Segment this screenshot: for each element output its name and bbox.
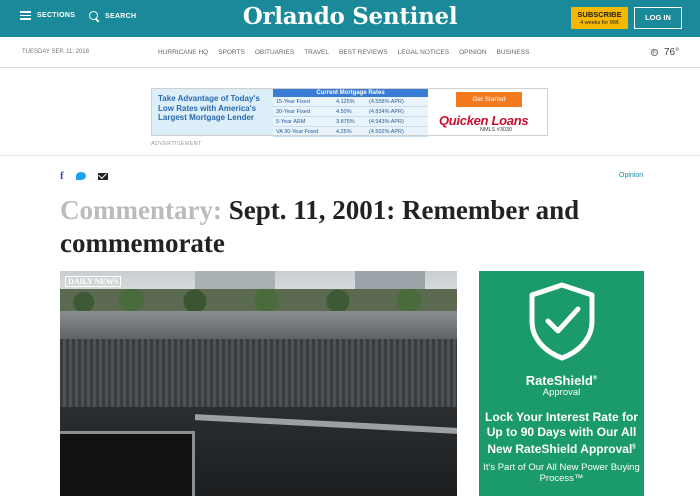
photo-inner-void xyxy=(60,431,195,496)
rate-row: 15-Year Fixed 4.125% (4.558% APR) xyxy=(273,97,428,107)
article-headline xyxy=(60,194,620,260)
nav-link-obituaries[interactable]: OBITUARIES xyxy=(254,49,295,56)
nav-link-travel[interactable]: TRAVEL xyxy=(304,49,329,56)
ad-headline: Take Advantage of Today's Low Rates with America's Largest Mortgage Lender xyxy=(152,89,273,135)
rateshield-ad[interactable] xyxy=(479,271,644,496)
subscribe-button[interactable] xyxy=(571,7,628,29)
headline-title: Sept. 11, 2001: Remember and commemorate xyxy=(60,195,580,258)
nav-bar xyxy=(0,37,700,68)
section-link-opinion[interactable]: Opinion xyxy=(619,172,644,179)
rate-row: 5-Year ARM 3.875% (4.943% APR) xyxy=(273,117,428,127)
get-started-button[interactable]: Get Started xyxy=(456,92,522,107)
ad-brand-panel xyxy=(428,89,547,135)
nav-link-best-reviews[interactable]: BEST REVIEWS xyxy=(339,49,388,56)
email-icon[interactable] xyxy=(98,173,108,180)
photo-watermark: DAILY NEWS xyxy=(65,276,121,287)
nav-link-opinion[interactable]: OPINION xyxy=(459,49,487,56)
advertisement-label: ADVERTISEMENT xyxy=(151,141,202,147)
rates-title: Current Mortgage Rates xyxy=(273,89,428,97)
ad-band xyxy=(0,68,700,156)
photo-waterfall-wall xyxy=(60,339,457,409)
nav-link-hurricane-hq[interactable]: HURRICANE HQ xyxy=(158,49,209,56)
facebook-icon[interactable]: f xyxy=(60,170,64,182)
nav-link-sports[interactable]: SPORTS xyxy=(218,49,245,56)
mortgage-ad-banner[interactable] xyxy=(151,88,548,136)
article-photo[interactable] xyxy=(60,271,457,496)
headline-kicker: Commentary: xyxy=(60,195,222,225)
temperature: 76° xyxy=(664,46,680,58)
rates-table xyxy=(273,89,428,135)
rateshield-headline: Lock Your Interest Rate for Up to 90 Days with Our All New RateShield Approval§ xyxy=(485,410,638,456)
sections-label: SECTIONS xyxy=(37,12,76,19)
rateshield-footer: It's Part of Our All New Power Buying Process™ xyxy=(483,462,640,484)
rateshield-brand: RateShield® xyxy=(525,373,598,388)
weather-widget[interactable] xyxy=(648,46,679,58)
rate-row: VA 30-Year Fixed 4.25% (4.502% APR) xyxy=(273,127,428,137)
nav-link-legal-notices[interactable]: LEGAL NOTICES xyxy=(397,49,450,56)
subscribe-label: SUBSCRIBE xyxy=(577,10,622,19)
nav-link-business[interactable]: BUSINESS xyxy=(496,49,530,56)
share-bar xyxy=(60,170,108,182)
sun-icon xyxy=(648,46,660,58)
nav-links xyxy=(158,49,529,56)
top-bar xyxy=(0,0,700,37)
rateshield-subtitle: Approval xyxy=(542,387,581,398)
search-label: SEARCH xyxy=(105,13,137,20)
shield-check-icon xyxy=(526,281,598,361)
photo-parapet xyxy=(60,311,457,339)
site-logo[interactable]: Orlando Sentinel xyxy=(242,3,458,30)
rate-row: 30-Year Fixed 4.50% (4.834% APR) xyxy=(273,107,428,117)
login-button[interactable]: LOG IN xyxy=(634,7,682,29)
current-date: TUESDAY SEP. 11, 2018 xyxy=(22,49,89,55)
twitter-icon[interactable] xyxy=(76,172,86,180)
photo-trees xyxy=(60,289,457,311)
quicken-loans-logo: Quicken Loans xyxy=(439,113,529,128)
nmls-number: NMLS #3030 xyxy=(480,127,513,133)
subscribe-offer: 4 weeks for 99¢ xyxy=(580,20,619,26)
